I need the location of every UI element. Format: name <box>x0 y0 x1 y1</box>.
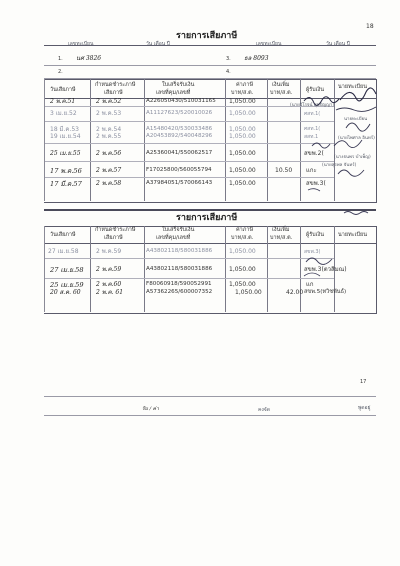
s1-header-receiver: ผู้รับเงิน <box>306 87 324 93</box>
s1-row2-receipt: A11127623/520010026 <box>146 110 213 116</box>
bottom-mid-text: คงจัด <box>258 407 270 413</box>
s2-header-receipt-2: เลขที่คุม/เลขที่ <box>156 235 191 241</box>
s1-row5-receiver: สขพ.2( <box>304 150 324 157</box>
s1-row1-tax: 1,050.00 <box>229 98 256 105</box>
bottom-rule-2 <box>44 415 376 416</box>
s2-row4-receiver: สขพ.5(ทวิชพันธ์) <box>304 289 347 295</box>
s1-row6-receipt: F17025800/560055794 <box>146 167 212 173</box>
s2-header-fine-1: เงินเพิ่ม <box>272 227 290 233</box>
s1-row2-tax: 1,050.00 <box>229 110 256 117</box>
field2-number: 2. <box>58 69 63 75</box>
s2-header-fine-2: บาท/ส.ต. <box>270 235 293 241</box>
date-label-right: วัน เดือน ปี <box>326 41 350 47</box>
s1-row7-receipt: A37984051/570066143 <box>146 180 213 186</box>
s2-row2-date: 27 เม.ย.58 <box>50 266 84 274</box>
s1-row1-receipt: A226050430/510031165 <box>146 98 216 104</box>
s1-row5-receipt: A25360041/550062517 <box>146 150 213 156</box>
s1-row2-receiver: ศสท.1( <box>304 111 321 117</box>
stamp-name-4: (นางธนพร บำเพ็ญ) <box>334 155 371 160</box>
s2-header-tax-1: ค่าภาษี <box>236 227 254 233</box>
date-label-left: วัน เดือน ปี <box>146 41 170 47</box>
s2-row3-receipt: F80060918/590052991 <box>146 281 212 287</box>
s2-row1-receipt: A43802118/580031886 <box>146 248 213 254</box>
s1-row4-due: 2 พ.ค.55 <box>96 133 122 140</box>
bottom-right-text: พูดอยู่ <box>358 405 371 411</box>
reg-label-right: เลขทะเบียน <box>256 41 282 47</box>
s2-header-receiver: ผู้รับเงิน <box>306 232 324 238</box>
field3-value: ธล 8093 <box>244 55 269 62</box>
s2-row2-receiver: สขพ.3(ตวสิมณ) <box>304 266 347 273</box>
s1-row7-tax: 1,050.00 <box>229 180 256 187</box>
s2-row4-fine: 42.00 <box>286 289 304 296</box>
s1-row3-receipt: A15480420/530033486 <box>146 126 213 132</box>
s1-row6-due: 2 พ.ค.57 <box>96 167 122 174</box>
field4-number: 4. <box>226 69 231 75</box>
s2-row4-date: 20 ส.ค. 60 <box>50 289 81 296</box>
s1-header-tax-1: ค่าภาษี <box>236 82 254 88</box>
s2-row4-tax: 1,050.00 <box>235 289 262 296</box>
bottom-left-text: รับ / ค่า <box>142 406 159 412</box>
s1-row7-due: 2 พ.ค.58 <box>96 180 122 187</box>
s1-row3-due: 2 พ.ค.54 <box>96 126 122 133</box>
s1-row5-due: 2 พ.ค.56 <box>96 150 122 157</box>
s1-row6-tax: 1,050.00 <box>229 167 256 174</box>
s1-row7-receiver: สขพ.3( <box>306 180 326 187</box>
s2-row3-receiver: แก <box>306 281 314 288</box>
s1-row6-fine: 10.50 <box>275 167 293 174</box>
s1-row6-receiver: แกะ <box>306 167 317 174</box>
s2-header-due-1: กำหนดชำระภาษี <box>95 227 136 233</box>
s1-header-receipt-2: เลขที่คุม/เลขที่ <box>156 90 191 96</box>
page-corner-number: 18 <box>366 23 374 30</box>
bottom-page-number: 17 <box>360 379 367 385</box>
s2-header-due-2: เสียภาษี <box>104 235 123 241</box>
s1-row3-date: 18 มี.ค.53 <box>50 126 79 133</box>
s1-row5-date: 25 เม.ย.55 <box>50 150 81 157</box>
s1-header-date: วันเสียภาษี <box>50 87 76 93</box>
s1-row1-due: 2 พ.ค.52 <box>96 98 122 105</box>
stamp-name-5: (นายสุรพล จันทร์) <box>322 163 357 168</box>
s1-header-fine-2: บาท/ส.ต. <box>270 90 293 96</box>
s1-row6-date: 17 พ.ค.56 <box>50 167 82 175</box>
s1-row4-receipt: A20453892/540048296 <box>146 133 213 139</box>
s2-row4-due: 2 พ.ค. 61 <box>96 289 124 296</box>
left-margin-line <box>44 79 45 201</box>
s2-row1-date: 27 เม.ย.58 <box>48 248 79 255</box>
field3-number: 3. <box>226 56 231 62</box>
s2-header-registrar: นายทะเบียน <box>338 232 368 238</box>
s1-header-due-1: กำหนดชำระภาษี <box>95 82 136 88</box>
s1-header-receipt-1: ใบเสร็จรับเงิน <box>162 82 195 88</box>
bottom-rule-1 <box>44 396 376 397</box>
s2-row4-receipt: A57362265/600007352 <box>146 289 213 295</box>
s2-header-tax-2: บาท/ส.ต. <box>231 235 254 241</box>
field1-value: นศ 3826 <box>76 55 102 62</box>
left-margin-line-2 <box>44 226 45 312</box>
s2-row2-due: 2 พ.ค.59 <box>96 266 122 273</box>
stamp-name-1: (นายวิโรจน์ สุขปัญญา) <box>290 103 335 108</box>
s1-header-registrar: นายทะเบียน <box>338 84 368 90</box>
s1-row4-receiver: สสท.1 <box>304 134 319 140</box>
s2-row1-receiver: สขพ.3( <box>304 249 321 255</box>
stamp-name-2: นายทะเบียน <box>344 117 368 122</box>
s1-header-due-2: เสียภาษี <box>104 90 123 96</box>
s2-row3-date: 25 เม.ย.59 <box>50 281 84 289</box>
section1-title: รายการเสียภาษี <box>176 31 238 41</box>
s2-row3-due: 2 พ.ค.60 <box>96 281 122 288</box>
s2-row2-receipt: A43802118/580031886 <box>146 266 213 272</box>
s2-header-date: วันเสียภาษี <box>50 232 76 238</box>
s1-header-tax-2: บาท/ส.ต. <box>231 90 254 96</box>
s2-row3-tax: 1,050.00 <box>229 281 256 288</box>
s1-row7-date: 17 มี.ค.57 <box>50 180 82 188</box>
s1-row4-date: 19 เม.ย.54 <box>50 133 81 140</box>
s1-row2-due: 2 พ.ค.53 <box>96 110 122 117</box>
section2-title: รายการเสียภาษี <box>176 213 238 223</box>
s2-header-receipt-1: ใบเสร็จรับเงิน <box>162 227 195 233</box>
s2-row1-tax: 1,050.00 <box>229 248 256 255</box>
s1-row5-tax: 1,050.00 <box>229 150 256 157</box>
s1-row1-date: 2 พ.ค.51 <box>50 98 76 105</box>
s1-row4-tax: 1,050.00 <box>229 133 256 140</box>
s1-row2-date: 3 เม.ย.52 <box>50 110 77 117</box>
stamp-name-3: (นายไพศาล อินทร์) <box>338 136 375 141</box>
reg-label-left: เลขทะเบียน <box>68 41 94 47</box>
field1-number: 1. <box>58 56 63 62</box>
s1-header-fine-1: เงินเพิ่ม <box>272 82 290 88</box>
s1-row3-tax: 1,050.00 <box>229 126 256 133</box>
s2-row1-due: 2 พ.ค.59 <box>96 248 122 255</box>
s2-row2-tax: 1,050.00 <box>229 266 256 273</box>
s1-row3-receiver: ศสท.1( <box>304 126 321 132</box>
